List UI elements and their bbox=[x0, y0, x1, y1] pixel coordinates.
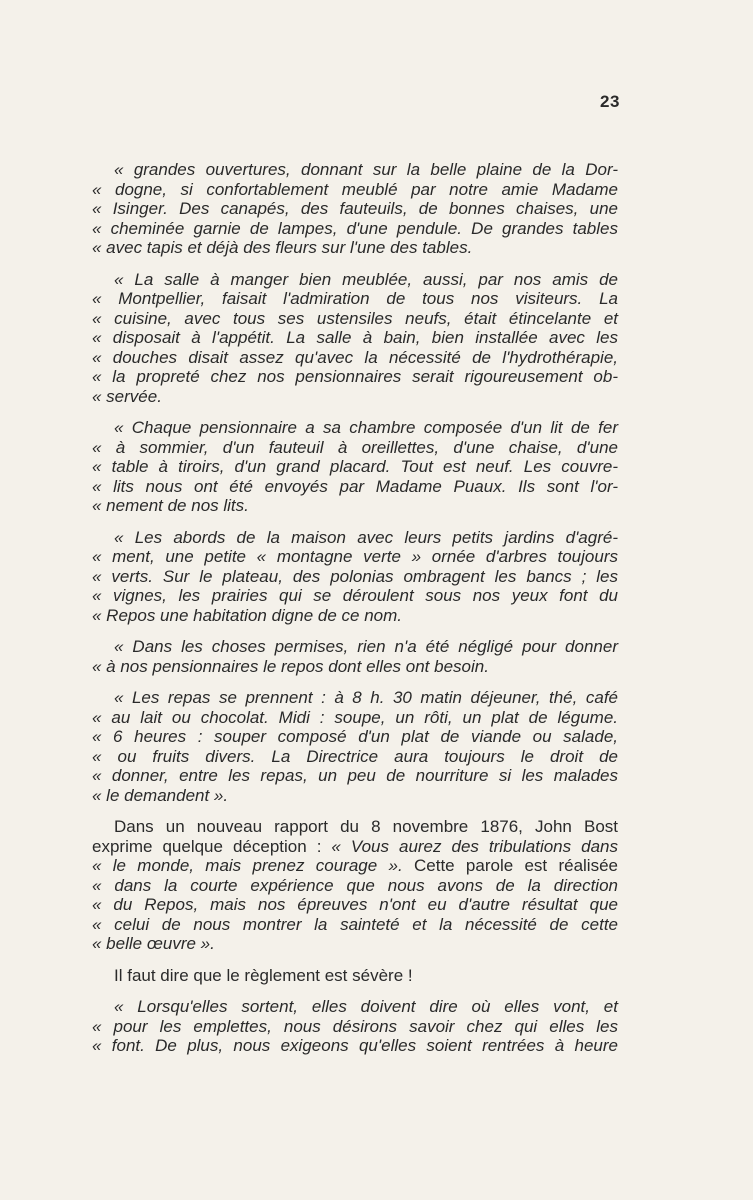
paragraph bbox=[92, 160, 618, 258]
text-line: « verts. Sur le plateau, des polonias ombragent les bancs ; les bbox=[92, 566, 618, 586]
text-line: « Lorsqu'elles sortent, elles doivent dire où elles vont, et bbox=[114, 997, 618, 1016]
text-line: « cuisine, avec tous ses ustensiles neufs, était étincelante et bbox=[92, 308, 618, 328]
text-segment: exprime quelque déception : bbox=[92, 836, 332, 856]
paragraph bbox=[92, 637, 618, 676]
text-line: « à sommier, d'un fauteuil à oreillettes, d'une chaise, d'une bbox=[92, 437, 618, 457]
page-number: 23 bbox=[600, 92, 620, 111]
text-line: « pour les emplettes, nous désirons savoir chez qui elles les bbox=[92, 1016, 618, 1036]
text-segment: « du Repos, mais nos épreuves n'ont eu d'autre résultat que bbox=[92, 895, 618, 914]
text-line: « Dans les choses permises, rien n'a été négligé pour donner bbox=[114, 637, 618, 656]
text-line: « table à tiroirs, d'un grand placard. Tout est neuf. Les couvre- bbox=[92, 457, 618, 476]
text-line: « La salle à manger bien meublée, aussi, par nos amis de bbox=[114, 269, 618, 289]
text-line: « à nos pensionnaires le repos dont elles ont besoin. bbox=[92, 656, 489, 676]
text-line: « ment, une petite « montagne verte » ornée d'arbres toujours bbox=[92, 547, 618, 566]
paragraph bbox=[92, 270, 618, 407]
paragraph bbox=[92, 997, 618, 1056]
text-line: « au lait ou chocolat. Midi : soupe, un rôti, un plat de légume. bbox=[92, 707, 618, 727]
text-line: « disposait à l'appétit. La salle à bain, bien installée avec les bbox=[92, 328, 618, 347]
text-line: « Les abords de la maison avec leurs petits jardins d'agré- bbox=[114, 527, 618, 547]
text-line: « 6 heures : souper composé d'un plat de viande ou salade, bbox=[92, 727, 618, 746]
text-line bbox=[92, 915, 618, 935]
text-line: « Les repas se prennent : à 8 h. 30 matin déjeuner, thé, café bbox=[114, 688, 618, 707]
text-line: « vignes, les prairies qui se déroulent sous nos yeux font du bbox=[92, 586, 618, 605]
text-line bbox=[92, 856, 618, 876]
text-line bbox=[92, 837, 618, 857]
text-segment: « dans la courte expérience que nous avons de la direction bbox=[92, 875, 618, 895]
text-line: « Montpellier, faisait l'admiration de tous nos visiteurs. La bbox=[92, 289, 618, 308]
text-line: « servée. bbox=[92, 386, 162, 406]
paragraph bbox=[92, 817, 618, 954]
text-line bbox=[92, 817, 618, 837]
text-line: « font. De plus, nous exigeons qu'elles soient rentrées à heure bbox=[92, 1036, 618, 1055]
text-segment: Dans un nouveau rapport du 8 novembre 1876, John Bost bbox=[114, 817, 618, 836]
paragraph bbox=[92, 418, 618, 516]
text-line: « Repos une habitation digne de ce nom. bbox=[92, 605, 403, 625]
text-line bbox=[92, 895, 618, 915]
text-line: « Chaque pensionnaire a sa chambre composée d'un lit de fer bbox=[114, 418, 618, 437]
text-line bbox=[92, 934, 618, 954]
text-segment: « le monde, mais prenez courage ». bbox=[92, 856, 414, 875]
text-line: « grandes ouvertures, donnant sur la belle plaine de la Dor- bbox=[114, 160, 618, 179]
text-segment: « Vous aurez des tribulations dans bbox=[331, 836, 618, 856]
text-line: « cheminée garnie de lampes, d'une pendule. De grandes tables bbox=[92, 218, 618, 238]
paragraph bbox=[92, 528, 618, 626]
body-text bbox=[92, 160, 618, 1068]
text-line: « douches disait assez qu'avec la nécessité de l'hydrothérapie, bbox=[92, 347, 618, 367]
text-line: « lits nous ont été envoyés par Madame Puaux. Ils sont l'or- bbox=[92, 476, 618, 496]
text-line: « ou fruits divers. La Directrice aura toujours le droit de bbox=[92, 746, 618, 766]
text-line: « le demandent ». bbox=[92, 785, 229, 805]
text-line: « avec tapis et déjà des fleurs sur l'une des tables. bbox=[92, 238, 473, 257]
text-line: « dogne, si confortablement meublé par notre amie Madame bbox=[92, 179, 618, 199]
text-segment: Cette parole est réalisée bbox=[413, 856, 618, 875]
text-line: « Isinger. Des canapés, des fauteuils, de bonnes chaises, une bbox=[92, 199, 618, 218]
paragraph bbox=[92, 966, 618, 986]
text-line bbox=[92, 876, 618, 896]
text-segment: « celui de nous montrer la sainteté et la nécessité de cette bbox=[92, 914, 618, 934]
text-line: « la propreté chez nos pensionnaires serait rigoureusement ob- bbox=[92, 367, 618, 386]
text-segment: « belle œuvre ». bbox=[92, 934, 215, 953]
paragraph bbox=[92, 688, 618, 805]
text-line: « donner, entre les repas, un peu de nourriture si les malades bbox=[92, 766, 618, 785]
text-line: Il faut dire que le règlement est sévère ! bbox=[114, 965, 413, 985]
text-line: « nement de nos lits. bbox=[92, 496, 249, 515]
